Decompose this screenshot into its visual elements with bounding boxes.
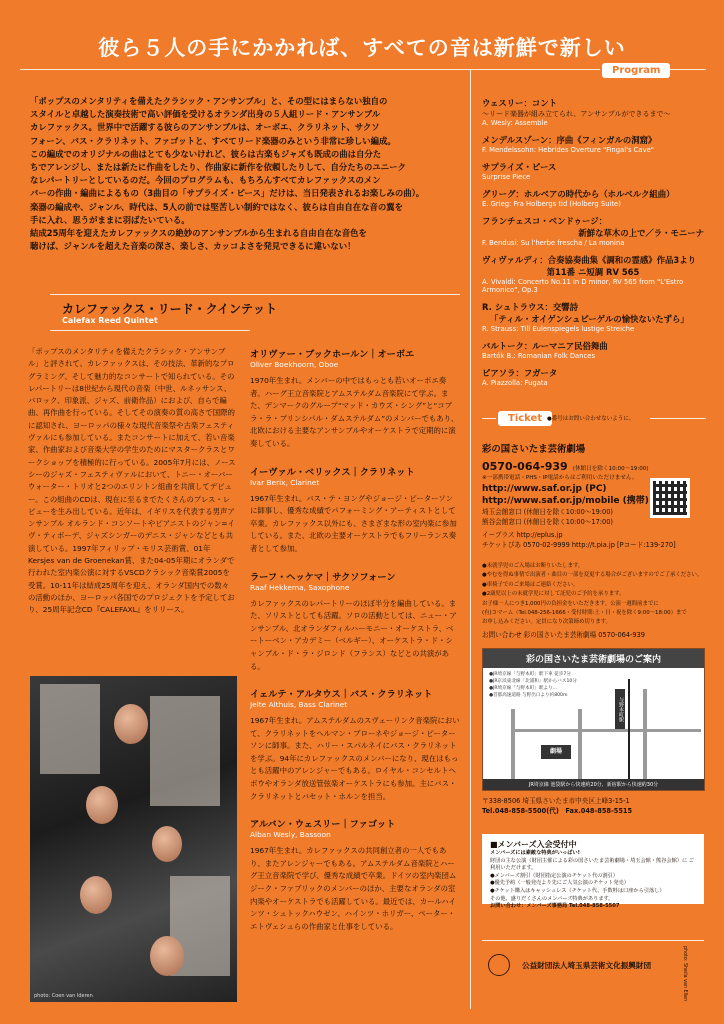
program-title: フランチェスコ・ベンドゥージ： [482,216,607,226]
member-name-en: Alban Wesly, Bassoon [250,830,331,840]
program-title-en: F. Bendusi: Su l'herbe frescha / La monina [482,239,625,247]
intro-line: 楽器の編成や、ジャンル、時代は、5人の前では堅苦しい制約ではなく、彼らは自由自在な音の翼を [30,201,403,212]
intro-line: スタイルと卓越した演奏技術で高い評価を受けるオランダ出身の５人組リード・アンサンブル [30,109,381,120]
ticket-eplus[interactable]: イープラス http://eplus.jp [482,530,563,539]
members-line: ●優先予約（一般発売より先にご人気公演のチケット発売） [490,880,629,887]
foundation-footer [482,946,704,1008]
member-bio: 1967年生まれ。カレファックスの共同創立者の一人でもあり、またアレンジャーでもある。アムステルダム音楽院とハーグ王立音楽院で学び、優秀な成績で卒業。ドイツの室内楽団ムジーク・ファブリックのメンバーのほか、主要なオランダの室内楽やオーケストラでも活躍している。最近では、カールハインツ・シュトックハウゼン、ハインツ・ホリガー、ペーター・エトヴェシュらの作曲家と仕事をしている。 [250,846,457,931]
member-name: アルバン・ウェスリー｜ファゴット [250,819,396,831]
member-name: オリヴァー・ブックホールン｜オーボエ [250,349,415,360]
ticket-phone-note: ※一部携帯電話・PHS・IP電話からはご利用いただけません。 [482,475,638,481]
musician-face [86,786,118,824]
venue-address [482,796,632,816]
program-title: バルトーク：ルーマニア民俗舞曲 [482,341,608,351]
map-title: 彩の国さいたま芸術劇場のご案内 [483,649,704,668]
divider-ticket [482,418,496,419]
member-clarinet [250,464,460,556]
intro-line: バーの作曲・編曲によるもの（3曲目の「サプライズ・ピース」だけは、当日発表されるお楽しみの曲）。 [30,188,425,199]
program-item [482,134,704,154]
note-line: ●2歳児以上の未就学児に対して託児のご予約を承ります。 [482,591,625,598]
ticket-label: Ticket [498,411,552,426]
program-item [482,254,704,294]
note-line: ●やむを得ぬ事情で出演者・曲目の一部を変更する場合がございますのでご了承ください。 [482,572,703,579]
member-bassoon [250,816,460,933]
program-title-en: A. Piazzolla: Fugata [482,379,548,387]
musician-face [150,936,184,976]
headline: 彼ら５人の手にかかれば、すべての音は新鮮で新しい [98,36,626,60]
map-road [643,689,647,779]
poster-shape [40,684,100,774]
intro-line: 結成25周年を迎えたカレファックスの絶妙のアンサンブルから生まれる自由自在な音色を [30,228,367,239]
program-subtitle: 第11番 ニ短調 RV 565 [546,267,640,277]
map-note: ●首都高速道路 与野出口より約800m [489,693,568,698]
intro-line: カレファックス。世界中で活躍する彼らのアンサンブルは、オーボエ、クラリネット、サクソ [30,122,380,133]
member-bass-clarinet [250,686,460,803]
program-title: ヴィヴァルディ：合奏協奏曲集《調和の霊感》作品3より [482,255,696,265]
program-title-en: A. Wesly: Assemble [482,119,548,127]
intro-line: 聴けば、ジャンルを超えた音楽の深さ、楽しさ、カッコよさを発見できるに違いない！ [30,241,356,252]
map-road [511,709,515,779]
member-name-en: Jelte Althuis, Bass Clarinet [250,700,348,710]
program-item [482,367,704,387]
program-title-en: Surprise Piece [482,173,531,181]
map-rail [628,679,630,779]
qr-code-icon [650,478,690,518]
member-bio: 1967年生まれ。アムステルダムのスヴェーリンク音楽院において、クラリネットをヘルマン・ブローネやジョージ・ピーターソンに師事。また、ハリー・スパルネイにバス・クラリネットを学ぶ。94年にカレファックスのメンバーになり、現在はもっとも活躍中のアレンジャーでもある。ロイヤル・コンセルトヘボウやオランダ放送管弦楽オーケストラにも参加。主にバス・クラリネットとバセット・ホルンを担当。 [250,716,460,801]
program-title-en: A. Vivaldi: Concerto No.11 in D minor, RV 565 from "L'Estro Armonico", Op.3 [482,278,684,294]
divider-vertical [470,69,471,1009]
ticket-venue: 彩の国さいたま芸術劇場 [482,444,586,455]
program-title: ピアソラ：フガータ [482,368,558,378]
musician-face [114,704,148,744]
intro-line: ちでアレンジし、または新たに作曲をしたり、作曲家に新作を依頼したりして、自分たちのユニーク [30,162,406,173]
program-item [482,301,704,333]
program-list [482,97,704,394]
ticket-phone[interactable]: 0570-064-939 [482,460,568,473]
map-note: ●JR京浜東北線「北浦和」駅からバス10分 [489,679,577,684]
map-footer: JR埼京線 池袋駅から快速約20分、新宿駅から快速約30分 [483,779,704,790]
intro-line: この編成でのオリジナルの曲はとても少ないけれど、彼らは古楽もジャズも既成の曲は自分た [30,148,382,159]
photo-credit-vertical: photo: Sheila van Ellen [682,946,687,1002]
note-line: ●未就学児のご入場はお断りいたします。 [482,563,584,569]
member-oboe [250,346,460,451]
divider-section [50,294,460,295]
ticket-counter: 熊谷会館窓口 (休館日を除く10:00〜17:00) [482,517,613,526]
program-item [482,215,704,247]
address-phone: Tel.048-858-5500(代) Fax.048-858-5515 [482,807,633,815]
note-line: ●車椅子でのご来場はご連絡ください。 [482,581,579,588]
members-column [250,346,460,946]
program-title-en: R. Strauss: Till Eulenspiegels lustige Streiche [482,325,635,333]
program-subtitle: 新鮮な草木の上で／ラ・モニーナ [578,228,704,238]
foundation-logo-icon [488,954,510,976]
musician-face [80,876,112,914]
member-name-en: Ivar Berix, Clarinet [250,477,320,487]
member-saxophone [250,569,460,674]
foundation-name: 公益財団法人埼玉県芸術文化振興財団 [522,961,652,970]
members-line: ●チケット購入はキャッシュレス（チケット代、手数料は口座から引落し） [490,887,665,894]
intro-text [30,95,458,253]
program-title: サプライズ・ピース [482,162,557,172]
members-line: お問い合わせ：メンバーズ事務局 Tel.048-858-5507 [490,903,620,910]
venue-map [482,648,705,791]
map-venue: 劇場 [541,745,571,759]
members-title: ■メンバーズ入会受付中 [490,840,577,849]
divider-section-under [50,330,250,331]
divider-ticket-right [650,418,706,419]
member-name: ラーフ・ヘッケマ｜サクソフォーン [250,571,396,583]
program-title-en: F. Mendelssohn: Hebrides Overture "Fingal's Cave" [482,146,654,154]
program-title: グリーグ：ホルベアの時代から（ホルベルク組曲） [482,189,675,199]
program-label: Program [602,63,670,78]
map-note: ●JR埼京線「与野本町」駅下車 徒歩7分 [489,672,571,677]
ticket-note: ●番号はお問い合わせないように。 [547,416,635,422]
ticket-contact: お問い合わせ 彩の国さいたま芸術劇場 0570-064-939 [482,631,645,639]
ensemble-bio: 「ポップスのメンタリティを備えたクラシック・アンサンブル」と評されて、カレファックスは、その技法、革新的なプログラミング、そして魅力的なコンサートで知られている。そのレパートリーは8世紀から現代の音楽（中世、ルネッサンス、バロック、印象派、ジャズ、前衛作品）におよび、自らで編曲、再作曲を行っている。そしてその演奏の質の高さで国際的に認知され、ヨーロッパの様々な現代音楽祭や古楽フェスティヴァルにも参加している。またコンサートに加えて、若い音楽家、作曲家および音楽大学の学生のためにマスタークラスとワークショップを積極的に行っている。2005年7月には、ノースシーのジャズ・フェスティヴァルにおいて、トニー・オーバーウォーター・トリオと2つのエリントン組曲を共演してデビュー。この組曲のCDは、現在に至るまでたくさんのプレス・レビューを生み出している。近年は、イギリスを代表する男声アンサンブル オルランド・コンソートやピアニストのジャン=イヴ・ティボーデ、ジャズシンガーのデニス・ジャンなどとも共演している。1997年フィリップ・モリス芸術賞、01年Kersjes van de Groenekan賞、また04-05年期にオランダで行われた室内楽公演に対するVSCDクラシック音楽賞2005を受賞。10-11年は結成25周年を迎え、オランダ国内での数々の活動のほか、ヨーロッパ各国でのプロジェクトを予定しており、25周年記念CD『CALEFAXL』をリリース。 [28,347,236,615]
program-item [482,188,704,208]
intro-line: 「ポップスのメンタリティを備えたクラシック・アンサンブル」と、その型にはまらない独自の [30,96,388,106]
map-road [511,729,701,732]
members-line: ●メンバーズ割引（財団指定公演のチケット代の割引） [490,872,618,879]
divider-top-right [666,69,706,70]
ticket-pia[interactable]: チケットぴあ 0570-02-9999 http://t.pia.jp [Pコード:139-270] [482,540,676,549]
ticket-url-pc[interactable]: http://www.saf.or.jp (PC) [482,483,607,494]
poster-shape [150,696,220,806]
members-line: 財団の主な公演（財団主催による彩の国さいたま芸術劇場・埼玉会館・熊谷会館）に ご利用いただけます。 [490,857,694,872]
intro-line: なレパートリーとしているのだ。今回のプログラムも、もちろんすべてカレファックスのメン [30,175,381,186]
intro-line: フォーン、バス・クラリネット、ファゴットと、すべてリード楽器のみという非常に珍しい編成。 [30,135,396,146]
note-line: (有)コマーム（Tel.048-256-1666・受付時間:土・日・祝を除く9:00〜18:00）まで [482,610,687,617]
musician-face [152,826,182,862]
program-title-en: E. Grieg: Fra Holbergs tid (Holberg Suite) [482,200,621,208]
member-name-en: Oliver Boekhoorn, Oboe [250,360,339,369]
map-note: ●JR埼京線「与野本町」駅より… [489,686,558,691]
program-item [482,161,704,181]
map-station: 与野本町駅 [615,689,625,729]
member-name: イーヴァル・ベリックス｜クラリネット [250,466,415,478]
member-name-en: Raaf Hekkema, Saxophone [250,582,350,592]
ticket-url-mobile[interactable]: http://www.saf.or.jp/mobile (携帯) [482,495,649,506]
ticket-phone-hours: (休館日を除く10:00〜19:00) [572,466,649,472]
members-line: その他、盛りだくさんのメンバーズ特典があります。 [490,895,614,902]
note-line: お子様一人につき1,000円の負担金をいただきます。公演一週間前までに [482,600,659,607]
member-bio: 1967年生まれ。バス・テ・ヨングやジョージ・ピーターソンに師事し、優秀な成績でパフォーミング・アーティストとして卒業。カレファックス以外にも、さまざまな形の室内楽に参加している。また、北欧の主要オーケストラでもフリーランス奏者として参加。 [250,493,457,553]
divider-foundation [482,940,704,941]
ensemble-title: カレファックス・リード・クインテット [62,302,278,316]
member-bio: カレファックスのレパートリーのほぼ半分を編曲している。また、ソリストとしても活躍。ソロの活動としては、ニュー・アンサンブル、北オランダフィルハーモニー・オーケストラ、ベートーベン・アカデミー（ベルギー）、オーケストラ・ド・シャンブル・ド・ラ・ジロンド（フランス）などとの共演がある。 [250,598,457,671]
ensemble-photo [30,676,237,1002]
ticket-notes [482,562,704,628]
ensemble-title-en: Calefax Reed Quintet [62,316,158,325]
program-title: メンデルスゾーン：序曲《フィンガルの洞窟》 [482,135,657,145]
address-line: 〒338-8506 埼玉県さいたま市中央区上峰3-15-1 [482,797,630,805]
program-subtitle: 〜リード楽器が組み立てられ、アンサンブルができるまで〜 [482,110,671,118]
program-title: ウェスリー：コント [482,98,558,108]
member-name: イェルテ・アルタウス｜バス・クラリネット [250,689,433,701]
program-subtitle: 「ティル・オイゲンシュピーゲルの愉快ないたずら」 [490,314,689,324]
ticket-counter: 埼玉会館窓口 (休館日を除く10:00〜19:00) [482,507,613,516]
program-title-en: Bartók B.: Romanian Folk Dances [482,352,595,360]
member-bio: 1970年生まれ。メンバーの中ではもっとも若いオーボエ奏者。ハーグ王立音楽院とアムステルダム音楽院にて学ぶ。また、デンマークのグループ“マッド・カウズ・シング”と“コブラ・ラ・プリンシパル・ダムステルダム”のメンバーでもあり、北欧における主要なアンサンブルやオーケストラで定期的に演奏している。 [250,376,459,448]
note-line: お申し込みください。定員になり次第締め切ります。 [482,619,611,626]
map-road [578,709,582,779]
intro-line: 手に入れ、思うがままに羽ばたいている。 [30,214,190,225]
members-line: メンバーズには素敵な特典がいっぱい! [490,850,580,856]
program-item [482,340,704,360]
program-item [482,97,704,127]
photo-credit: photo: Coen van Ideren [34,993,93,999]
program-title: R. シュトラウス：交響詩 [482,302,579,312]
members-signup-box [482,834,704,910]
divider-top [20,69,600,70]
map-notes [489,671,577,699]
